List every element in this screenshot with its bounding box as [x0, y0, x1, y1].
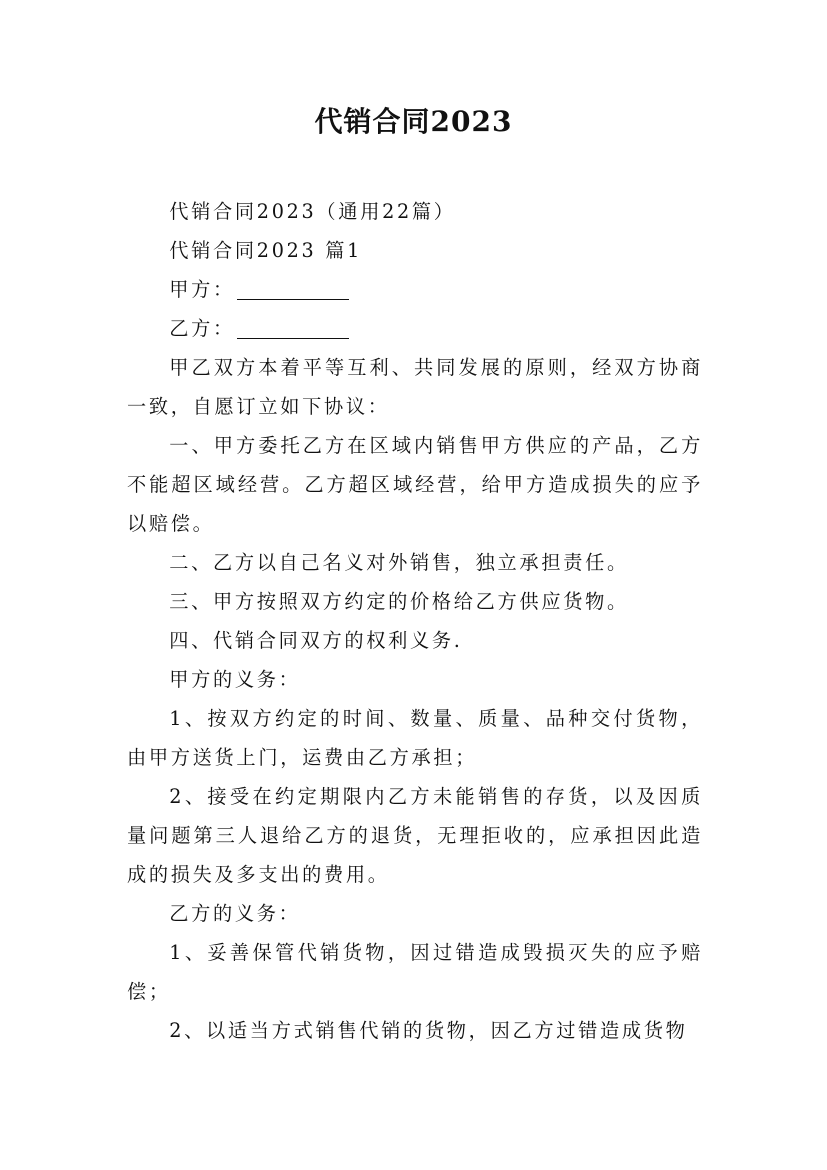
party-a-blank: [237, 279, 349, 300]
paragraph-clause-4: 四、代销合同双方的权利义务.: [169, 629, 463, 652]
paragraph-party-b-duty-2: 2、以适当方式销售代销的货物，因乙方过错造成货物: [169, 1019, 688, 1042]
paragraph-party-a-duty-2: 2、接受在约定期限内乙方未能销售的存货，以及因质量问题第三人退给乙方的退货，无理拒收的，应承担因此造成的损失及多支出的费用。: [127, 785, 703, 886]
party-b-blank: [237, 318, 349, 339]
paragraph-party-b-duties-heading: 乙方的义务：: [169, 902, 301, 925]
party-b-label: 乙方：: [169, 317, 235, 340]
paragraph-subtitle: 代销合同2023（通用22篇）: [169, 200, 456, 223]
paragraph-party-a-duties-heading: 甲方的义务：: [169, 668, 301, 691]
paragraph-party-a-duty-1: 1、按双方约定的时间、数量、质量、品种交付货物，由甲方送货上门，运费由乙方承担；: [127, 707, 703, 769]
paragraph-clause-2: 二、乙方以自己名义对外销售，独立承担责任。: [169, 551, 629, 574]
paragraph-clause-3: 三、甲方按照双方约定的价格给乙方供应货物。: [169, 590, 629, 613]
paragraph-party-b-duty-1: 1、妥善保管代销货物，因过错造成毁损灭失的应予赔偿；: [127, 941, 703, 1003]
document-title: 代销合同2023: [314, 105, 513, 138]
document-body: [127, 192, 703, 1050]
paragraph-clause-1: 一、甲方委托乙方在区域内销售甲方供应的产品，乙方不能超区域经营。乙方超区域经营，给甲方造成损失的应予以赔偿。: [127, 434, 703, 535]
party-a-label: 甲方：: [169, 278, 235, 301]
party-a-line: [127, 270, 703, 309]
paragraph-preamble: 甲乙双方本着平等互利、共同发展的原则，经双方协商一致，自愿订立如下协议：: [127, 356, 703, 418]
paragraph-part-heading: 代销合同2023 篇1: [169, 239, 363, 262]
party-b-line: [127, 309, 703, 348]
